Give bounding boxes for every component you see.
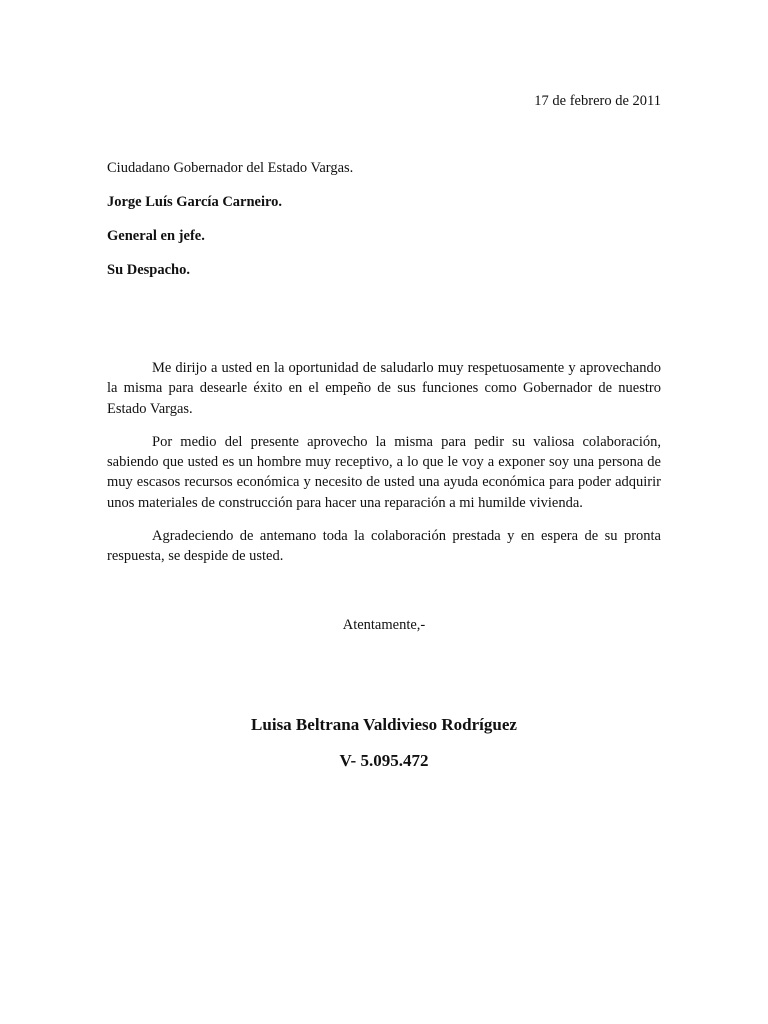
addressee-block: [107, 158, 661, 294]
signer-id-number: V- 5.095.472: [339, 751, 429, 770]
addressee-rank: General en jefe.: [107, 228, 205, 244]
body-paragraph-1: Me dirijo a usted en la oportunidad de saludarlo muy respetuosamente y aprovechando la misma para desearle éxito en el empeño de sus funciones como Gobernador de nuestro Estado Vargas.: [107, 360, 661, 417]
body-paragraph-3: Agradeciendo de antemano toda la colaboración prestada y en espera de su pronta respuesta, se despide de usted.: [107, 528, 661, 565]
closing-salutation: Atentamente,-: [342, 617, 426, 633]
signer-name: Luisa Beltrana Valdivieso Rodríguez: [251, 715, 517, 734]
addressee-title: Ciudadano Gobernador del Estado Vargas.: [107, 160, 354, 176]
letter-body: [107, 358, 661, 580]
letter-date: 17 de febrero de 2011: [534, 93, 661, 109]
body-paragraph-2: Por medio del presente aprovecho la misma para pedir su valiosa colaboración, sabiendo que usted es un hombre muy receptivo, a lo que le voy a exponer soy una persona de muy escasos recursos económica y necesito de usted una ayuda económica para poder adquirir unos materiales de construcción para hacer una reparación a mi humilde vivienda.: [107, 433, 661, 511]
addressee-name: Jorge Luís García Carneiro.: [107, 194, 283, 210]
addressee-office: Su Despacho.: [107, 262, 190, 278]
